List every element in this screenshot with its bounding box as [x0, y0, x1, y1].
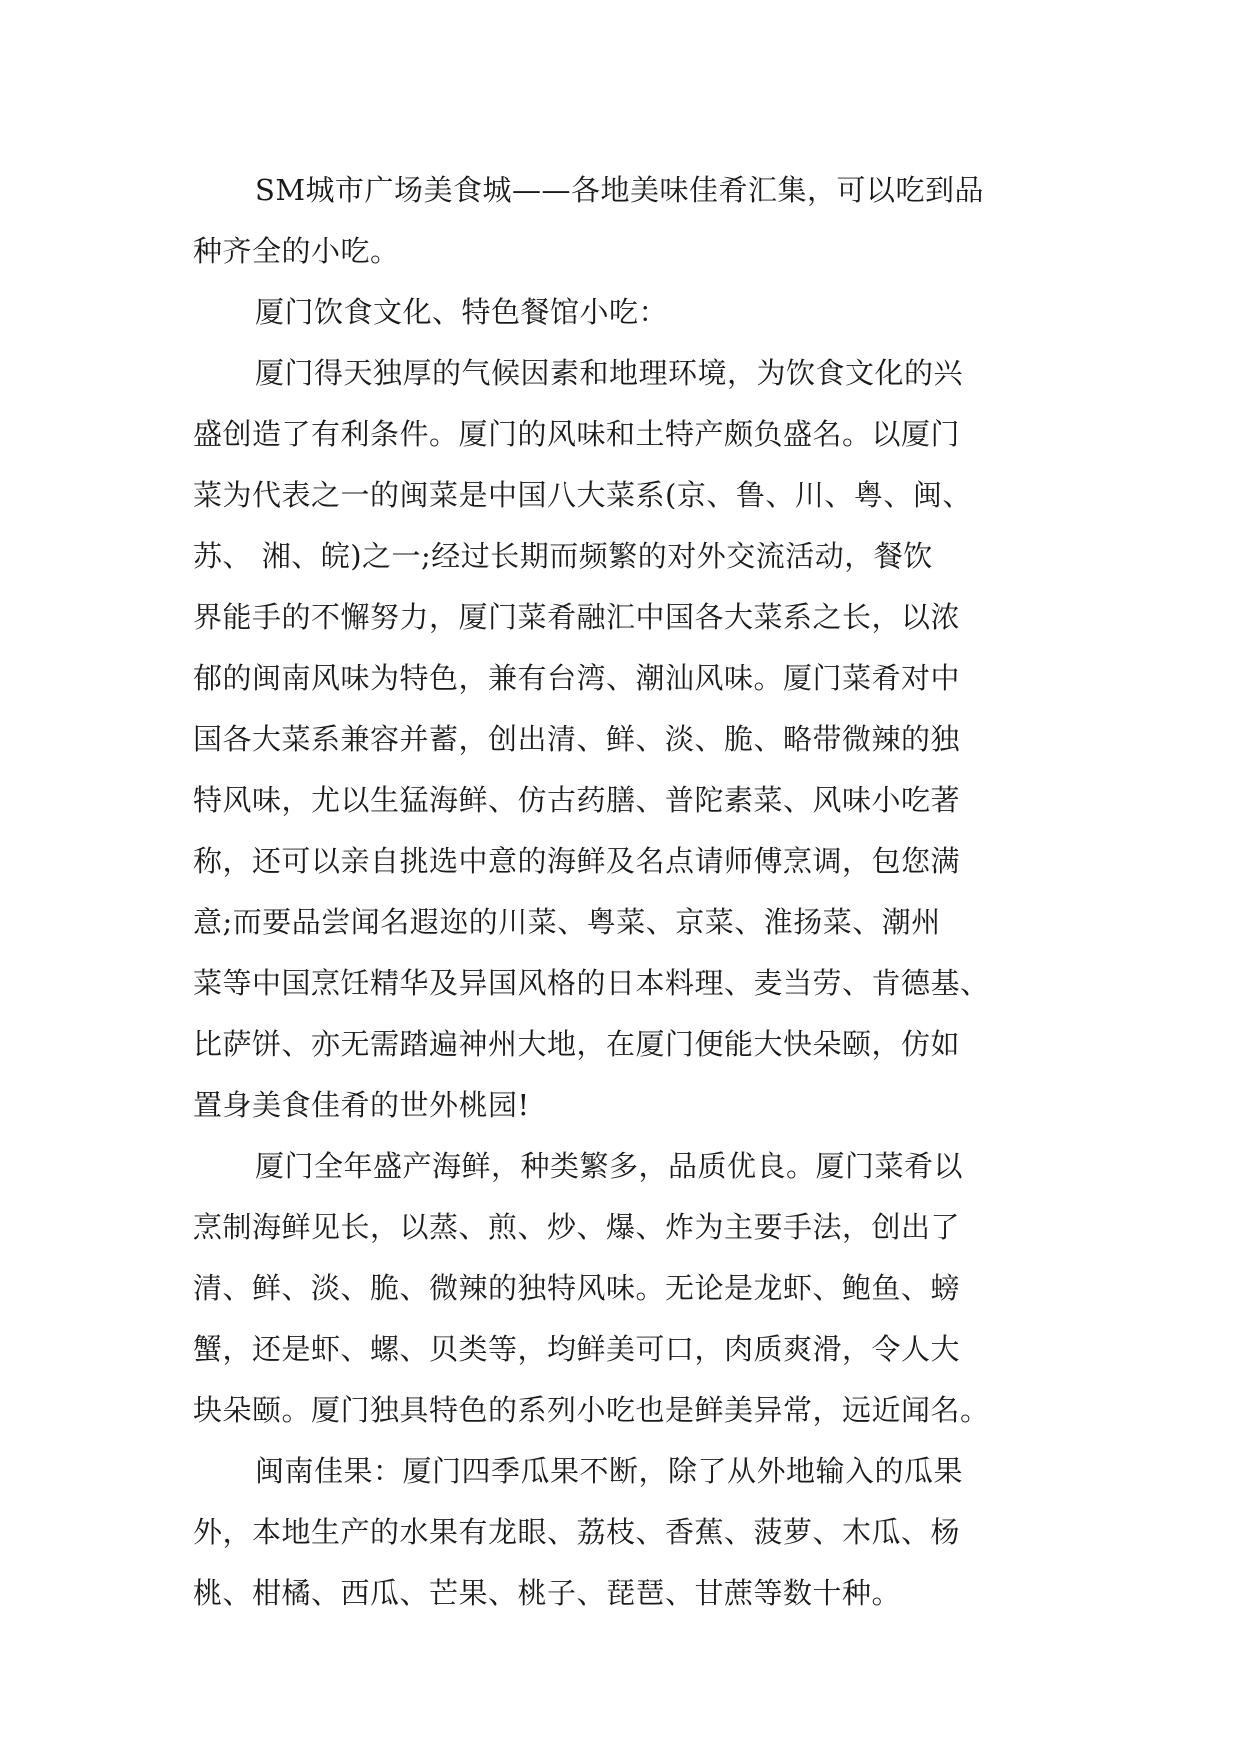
text-line: 置身美食佳肴的世外桃园! [193, 1088, 530, 1122]
text-line: 桃、柑橘、西瓜、芒果、桃子、琵琶、甘蔗等数十种。 [193, 1576, 902, 1610]
paragraph-meishicheng [193, 160, 1053, 282]
paragraph-heading [193, 282, 1053, 343]
text-line: 特风味，尤以生猛海鲜、仿古药膳、普陀素菜、风味小吃著 [193, 783, 961, 817]
text-line: 外，本地生产的水果有龙眼、荔枝、香蕉、菠萝、木瓜、杨 [193, 1515, 961, 1549]
section-heading: 厦门饮食文化、特色餐馆小吃： [255, 295, 669, 329]
text-line: 国各大菜系兼容并蓄，创出清、鲜、淡、脆、略带微辣的独 [193, 722, 961, 756]
text-line: 意;而要品尝闻名遐迩的川菜、粤菜、京菜、淮扬菜、潮州 [193, 905, 941, 939]
text-line: 菜等中国烹饪精华及异国风格的日本料理、麦当劳、肯德基、 [193, 966, 990, 1000]
paragraph-yinshiwenhua [193, 343, 1053, 1136]
text-line: 闽南佳果：厦门四季瓜果不断，除了从外地输入的瓜果 [255, 1454, 964, 1488]
text-line: 厦门全年盛产海鲜，种类繁多，品质优良。厦门菜肴以 [255, 1149, 964, 1183]
text-line: 清、鲜、淡、脆、微辣的独特风味。无论是龙虾、鲍鱼、螃 [193, 1271, 961, 1305]
text-line: 界能手的不懈努力，厦门菜肴融汇中国各大菜系之长，以浓 [193, 600, 961, 634]
text-line: 块朵颐。厦门独具特色的系列小吃也是鲜美异常，远近闻名。 [193, 1393, 990, 1427]
paragraph-jiaguo [193, 1441, 1053, 1624]
text-line: SM城市广场美食城——各地美味佳肴汇集，可以吃到品 [255, 173, 985, 207]
body-text [193, 160, 1053, 1624]
text-line: 烹制海鲜见长，以蒸、煎、炒、爆、炸为主要手法，创出了 [193, 1210, 961, 1244]
text-line: 盛创造了有利条件。厦门的风味和土特产颇负盛名。以厦门 [193, 417, 961, 451]
text-line: 蟹，还是虾、螺、贝类等，均鲜美可口，肉质爽滑，令人大 [193, 1332, 961, 1366]
text-line: 称，还可以亲自挑选中意的海鲜及名点请师傅烹调，包您满 [193, 844, 961, 878]
paragraph-haixian [193, 1136, 1053, 1441]
text-line: 菜为代表之一的闽菜是中国八大菜系(京、鲁、川、粤、闽、 [193, 478, 972, 512]
text-line: 郁的闽南风味为特色，兼有台湾、潮汕风味。厦门菜肴对中 [193, 661, 961, 695]
text-line: 比萨饼、亦无需踏遍神州大地，在厦门便能大快朵颐，仿如 [193, 1027, 961, 1061]
text-line: 苏、 湘、皖)之一;经过长期而频繁的对外交流活动，餐饮 [193, 539, 933, 573]
text-line: 种齐全的小吃。 [193, 234, 400, 268]
text-line: 厦门得天独厚的气候因素和地理环境，为饮食文化的兴 [255, 356, 964, 390]
